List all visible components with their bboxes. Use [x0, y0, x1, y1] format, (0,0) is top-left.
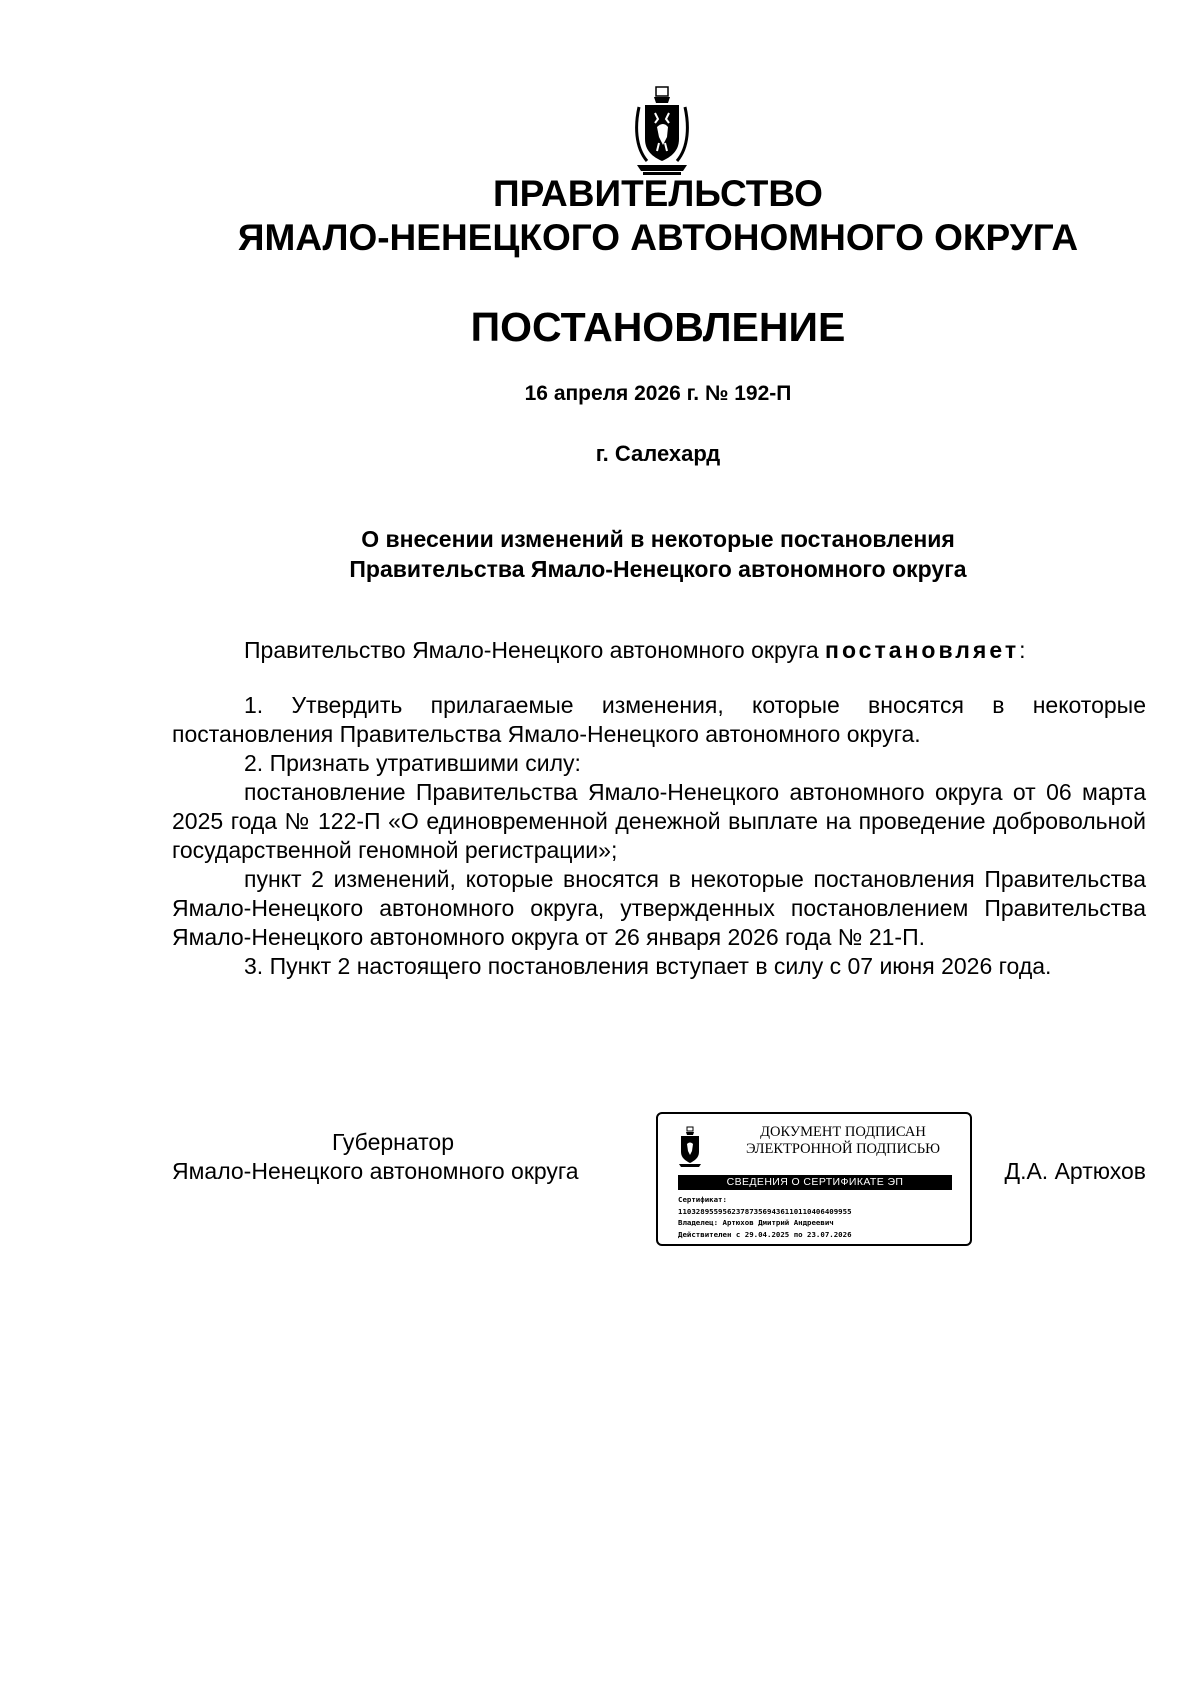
paragraph: 2. Признать утратившими силу:: [244, 750, 581, 776]
date-number: 16 апреля 2026 г. № 192-П: [524, 382, 792, 405]
signatory-name: Д.А. Артюхов: [1004, 1158, 1146, 1184]
issuer-line-1: ПРАВИТЕЛЬСТВО: [493, 173, 823, 214]
subject-line-2: Правительства Ямало-Ненецкого автономного округа: [349, 556, 967, 582]
signatory-title: [172, 1128, 642, 1186]
city: г. Салехард: [595, 441, 721, 466]
stamp-title-line-1: ДОКУМЕНТ ПОДПИСАН: [760, 1124, 926, 1140]
preamble-emphasis: постановляет: [825, 637, 1020, 663]
subject-line-1: О внесении изменений в некоторые постановления: [361, 526, 955, 552]
certificate-validity: Действителен с 29.04.2025 по 23.07.2026: [678, 1229, 852, 1239]
document-type: ПОСТАНОВЛЕНИЕ: [470, 304, 846, 350]
paragraph: пункт 2 изменений, которые вносятся в некоторые постановления Правительства Ямало-Ненецкого автономного округа, утвержденных постановлением Правительства Ямало-Ненецкого автономного округа от 26 января 2026 года № 21-П.: [172, 866, 1146, 950]
signatory-position: Губернатор: [332, 1129, 455, 1155]
document-subject: [0, 524, 1200, 584]
certificate-details: [678, 1194, 958, 1240]
coat-of-arms-icon: [633, 85, 691, 177]
issuer-line-2: ЯМАЛО-НЕНЕЦКОГО АВТОНОМНОГО ОКРУГА: [237, 217, 1079, 258]
stamp-emblem-icon: [678, 1126, 702, 1168]
certificate-owner: Владелец: Артюхов Дмитрий Андреевич: [678, 1218, 834, 1227]
paragraph: 1. Утвердить прилагаемые изменения, которые вносятся в некоторые постановления Правительства Ямало-Ненецкого автономного округа.: [172, 692, 1146, 747]
certificate-label: Сертификат:: [678, 1195, 727, 1204]
certificate-info-bar: СВЕДЕНИЯ О СЕРТИФИКАТЕ ЭП: [678, 1175, 952, 1190]
preamble: [172, 636, 1146, 665]
certificate-number: 110328955956237873569436110110406409955: [678, 1206, 852, 1216]
preamble-text: Правительство Ямало-Ненецкого автономного округа: [244, 637, 826, 663]
stamp-title: [718, 1124, 968, 1158]
signatory-region: Ямало-Ненецкого автономного округа: [172, 1158, 579, 1184]
preamble-end: :: [1019, 637, 1026, 663]
stamp-title-line-2: ЭЛЕКТРОННОЙ ПОДПИСЬЮ: [745, 1141, 941, 1157]
document-body: [172, 636, 1146, 981]
paragraph: постановление Правительства Ямало-Ненецкого автономного округа от 06 марта 2025 года № 122-П «О единовременной денежной выплате на проведение добровольной государственной геномной регистрации»;: [172, 779, 1146, 863]
paragraph: 3. Пункт 2 настоящего постановления вступает в силу с 07 июня 2026 года.: [244, 953, 1052, 979]
electronic-signature-stamp: [656, 1112, 972, 1246]
